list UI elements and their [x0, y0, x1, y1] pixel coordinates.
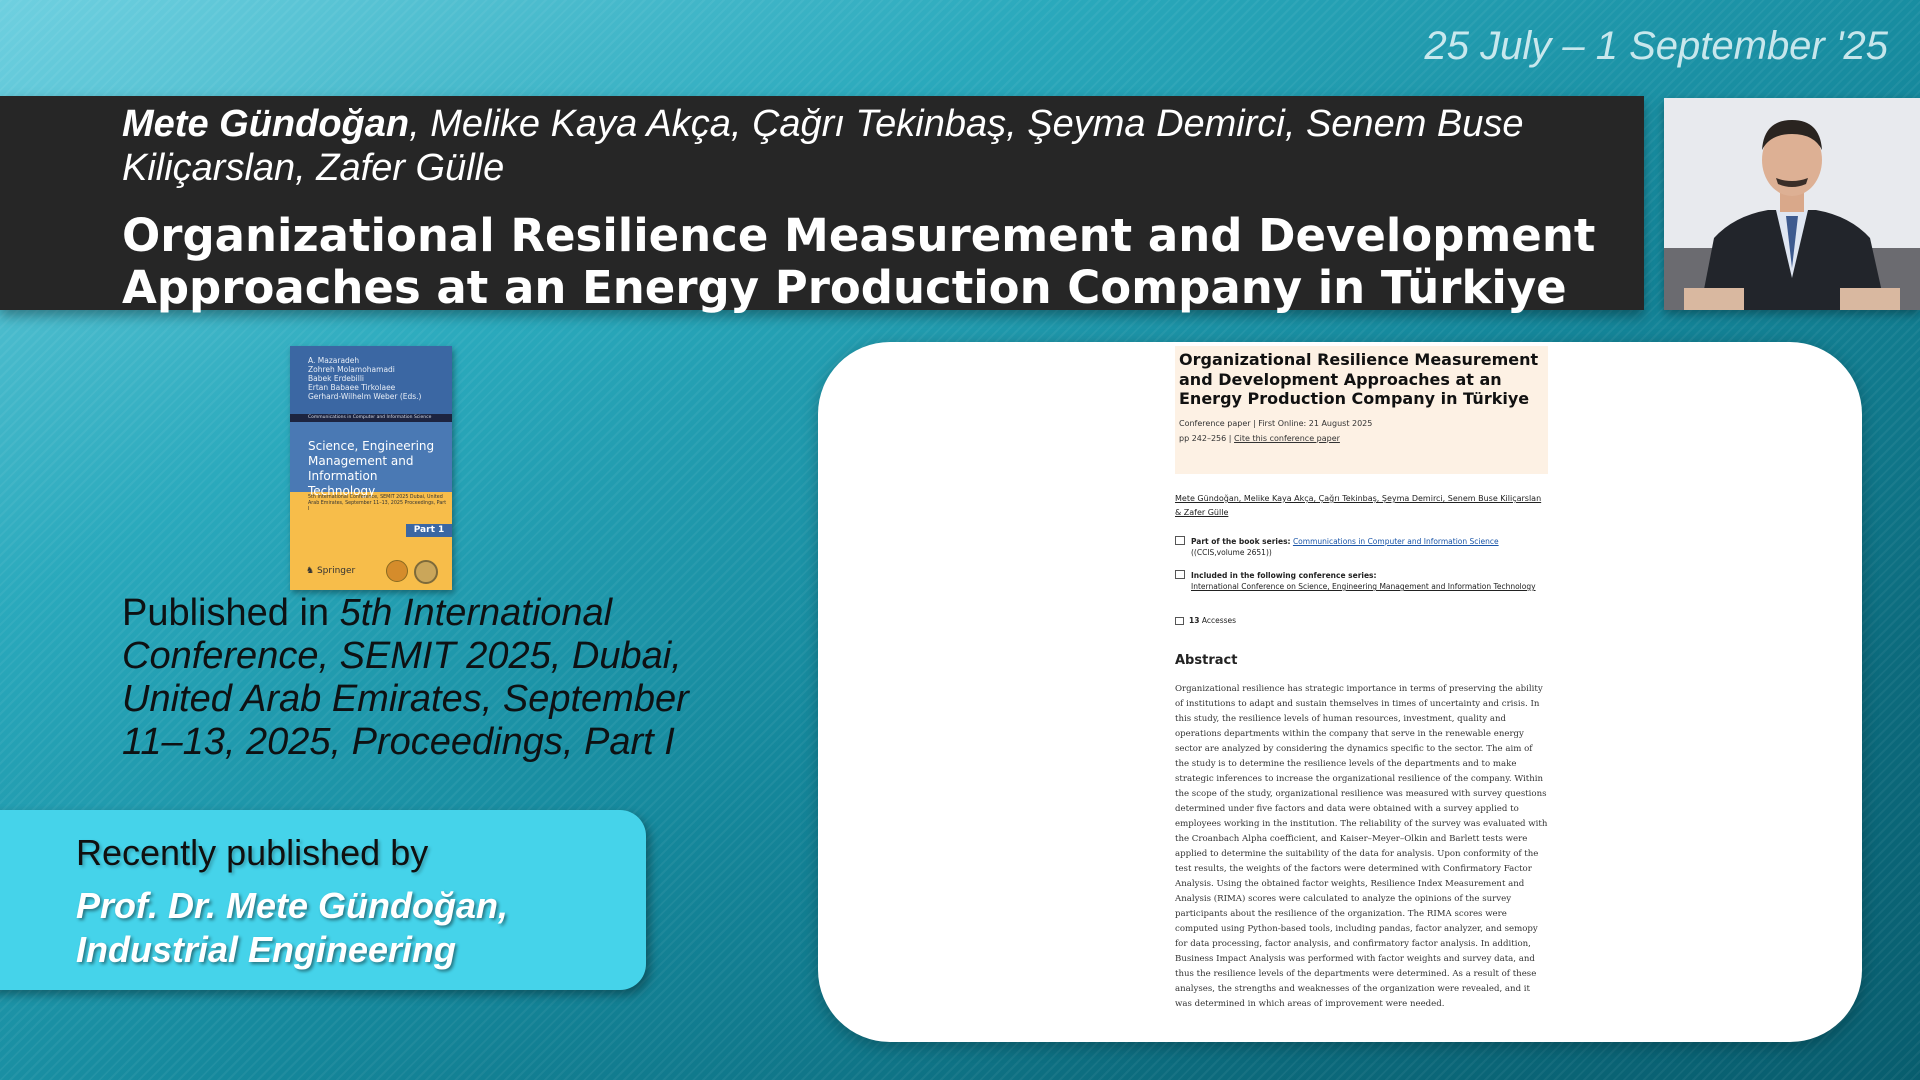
paper-page: [1175, 346, 1548, 1012]
accesses-count: 13: [1189, 616, 1200, 625]
paper-pages: pp 242–256: [1179, 433, 1227, 443]
university-seal-icon: [414, 560, 438, 584]
abstract-heading: Abstract: [1175, 653, 1238, 668]
conference-series-info: [1175, 570, 1548, 592]
cover-part: Part 1: [406, 524, 452, 537]
conference-icon: [1175, 570, 1185, 579]
paper-type-line: Conference paper | First Online: 21 August 2025: [1179, 418, 1373, 428]
accesses: [1175, 616, 1548, 625]
author-photo: [1664, 98, 1920, 310]
book-series-info: [1175, 536, 1548, 558]
series-suffix: ((CCIS,volume 2651)): [1191, 548, 1272, 557]
conference-link[interactable]: International Conference on Science, Engineering Management and Information Technology: [1191, 582, 1536, 591]
cover-editors: [308, 356, 448, 401]
date-range: 25 July – 1 September '25: [1424, 24, 1888, 68]
cover-editor: Zohreh Molamohamadi: [308, 365, 395, 374]
publication-prefix: Published in: [122, 592, 340, 634]
cover-editor: Ertan Babaee Tirkolaee: [308, 383, 396, 392]
paper-title: Organizational Resilience Measurement and Development Approaches at an Energy Production Company in Türkiye: [122, 209, 1596, 314]
cover-series: Communications in Computer and Information Science: [308, 415, 432, 420]
coauthors: , Melike Kaya Akça, Çağrı Tekinbaş, Şeyma Demirci, Senem Buse Kiliçarslan, Zafer Gülle: [122, 103, 1524, 189]
conference-logo-icon: [386, 560, 408, 582]
book-icon: [1175, 536, 1185, 545]
cover-subtitle: 5th International Conference, SEMIT 2025 Dubai, United Arab Emirates, September 11–13, 2025 Proceedings, Part I: [308, 495, 447, 512]
cover-title: Science, Engineering Management and Information Technology: [308, 439, 435, 498]
cover-editor: Gerhard-Wilhelm Weber (Eds.): [308, 392, 422, 401]
abstract-text: Organizational resilience has strategic importance in terms of preserving the ability of institutions to adapt and sustain themselves in times of uncertainty and crisis. In this study, the resilience levels of human resources, investment, quality and operations departments within the company that serve in the renewable energy sector are analyzed by considering the dynamics specific to the sector. The aim of the study is to determine the resilience levels of the departments and to make strategic inferences to increase the organizational resilience of the company. Within the scope of the study, organizational resilience was measured with survey questions determined under five factors and data were obtained with a survey applied to employees working in the institution. The reliability of the survey was evaluated with the Croanbach Alpha coefficient, and Kaiser–Meyer–Olkin and Barlett tests were applied to determine the suitability of the data for analysis. Upon conformity of the test results, the weights of the factors were determined with Confirmatory Factor Analysis. Using the obtained factor weights, Resilience Index Measurement and Analysis (RIMA) scores were calculated to analyze the opinions of the survey participants about the resilience of the organization. The RIMA scores were computed using Python-based tools, including pandas, factor analyzer, and semopy for data processing, factor analysis, and confirmatory factor analysis. In addition, Business Impact Analysis was performed with factor weights and survey data, and thus the resilience levels of the departments were determined. As a result of these analyses, the strengths and weaknesses of the organization were revealed, and it was determined in which areas of improvement were needed.: [1175, 684, 1548, 1009]
paper-meta: [1179, 416, 1544, 446]
cite-link[interactable]: Cite this conference paper: [1234, 433, 1340, 443]
recent-author: Prof. Dr. Mete Gündoğan, Industrial Engineering: [76, 885, 509, 970]
paper-pages-line: pp 242–256 | Cite this conference paper: [1179, 433, 1340, 443]
paper-header: [1175, 346, 1548, 474]
paper-authors[interactable]: Mete Gündoğan, Melike Kaya Akça, Çağrı Tekinbaş, Şeyma Demirci, Senem Buse Kiliçarslan & Zafer Gülle: [1175, 494, 1542, 517]
author-portrait-image: [1664, 98, 1920, 310]
publication-venue-name: 5th International Conference, SEMIT 2025, Dubai, United Arab Emirates, September 11–13, 2025, Proceedings, Part I: [122, 592, 689, 763]
accesses-label: Accesses: [1201, 616, 1237, 625]
lead-author: Mete Gündoğan: [122, 103, 410, 145]
publication-venue: [122, 592, 742, 764]
book-cover: [290, 346, 452, 590]
conference-label: Included in the following conference series:: [1191, 571, 1377, 580]
series-link[interactable]: Communications in Computer and Information Science: [1292, 537, 1499, 546]
series-label: Part of the book series:: [1191, 537, 1291, 546]
accesses-icon: [1175, 617, 1184, 625]
cover-publisher-name: Springer: [316, 566, 356, 576]
recent-label: Recently published by: [76, 832, 429, 873]
cover-editor: Babek Erdebilli: [308, 374, 365, 383]
cover-editor: A. Mazaradeh: [308, 356, 360, 365]
author-list: [122, 102, 1622, 190]
cover-publisher: ♞ Springer: [306, 566, 356, 576]
paper-page-title: Organizational Resilience Measurement and Development Approaches at an Energy Production Company in Türkiye: [1179, 350, 1539, 408]
